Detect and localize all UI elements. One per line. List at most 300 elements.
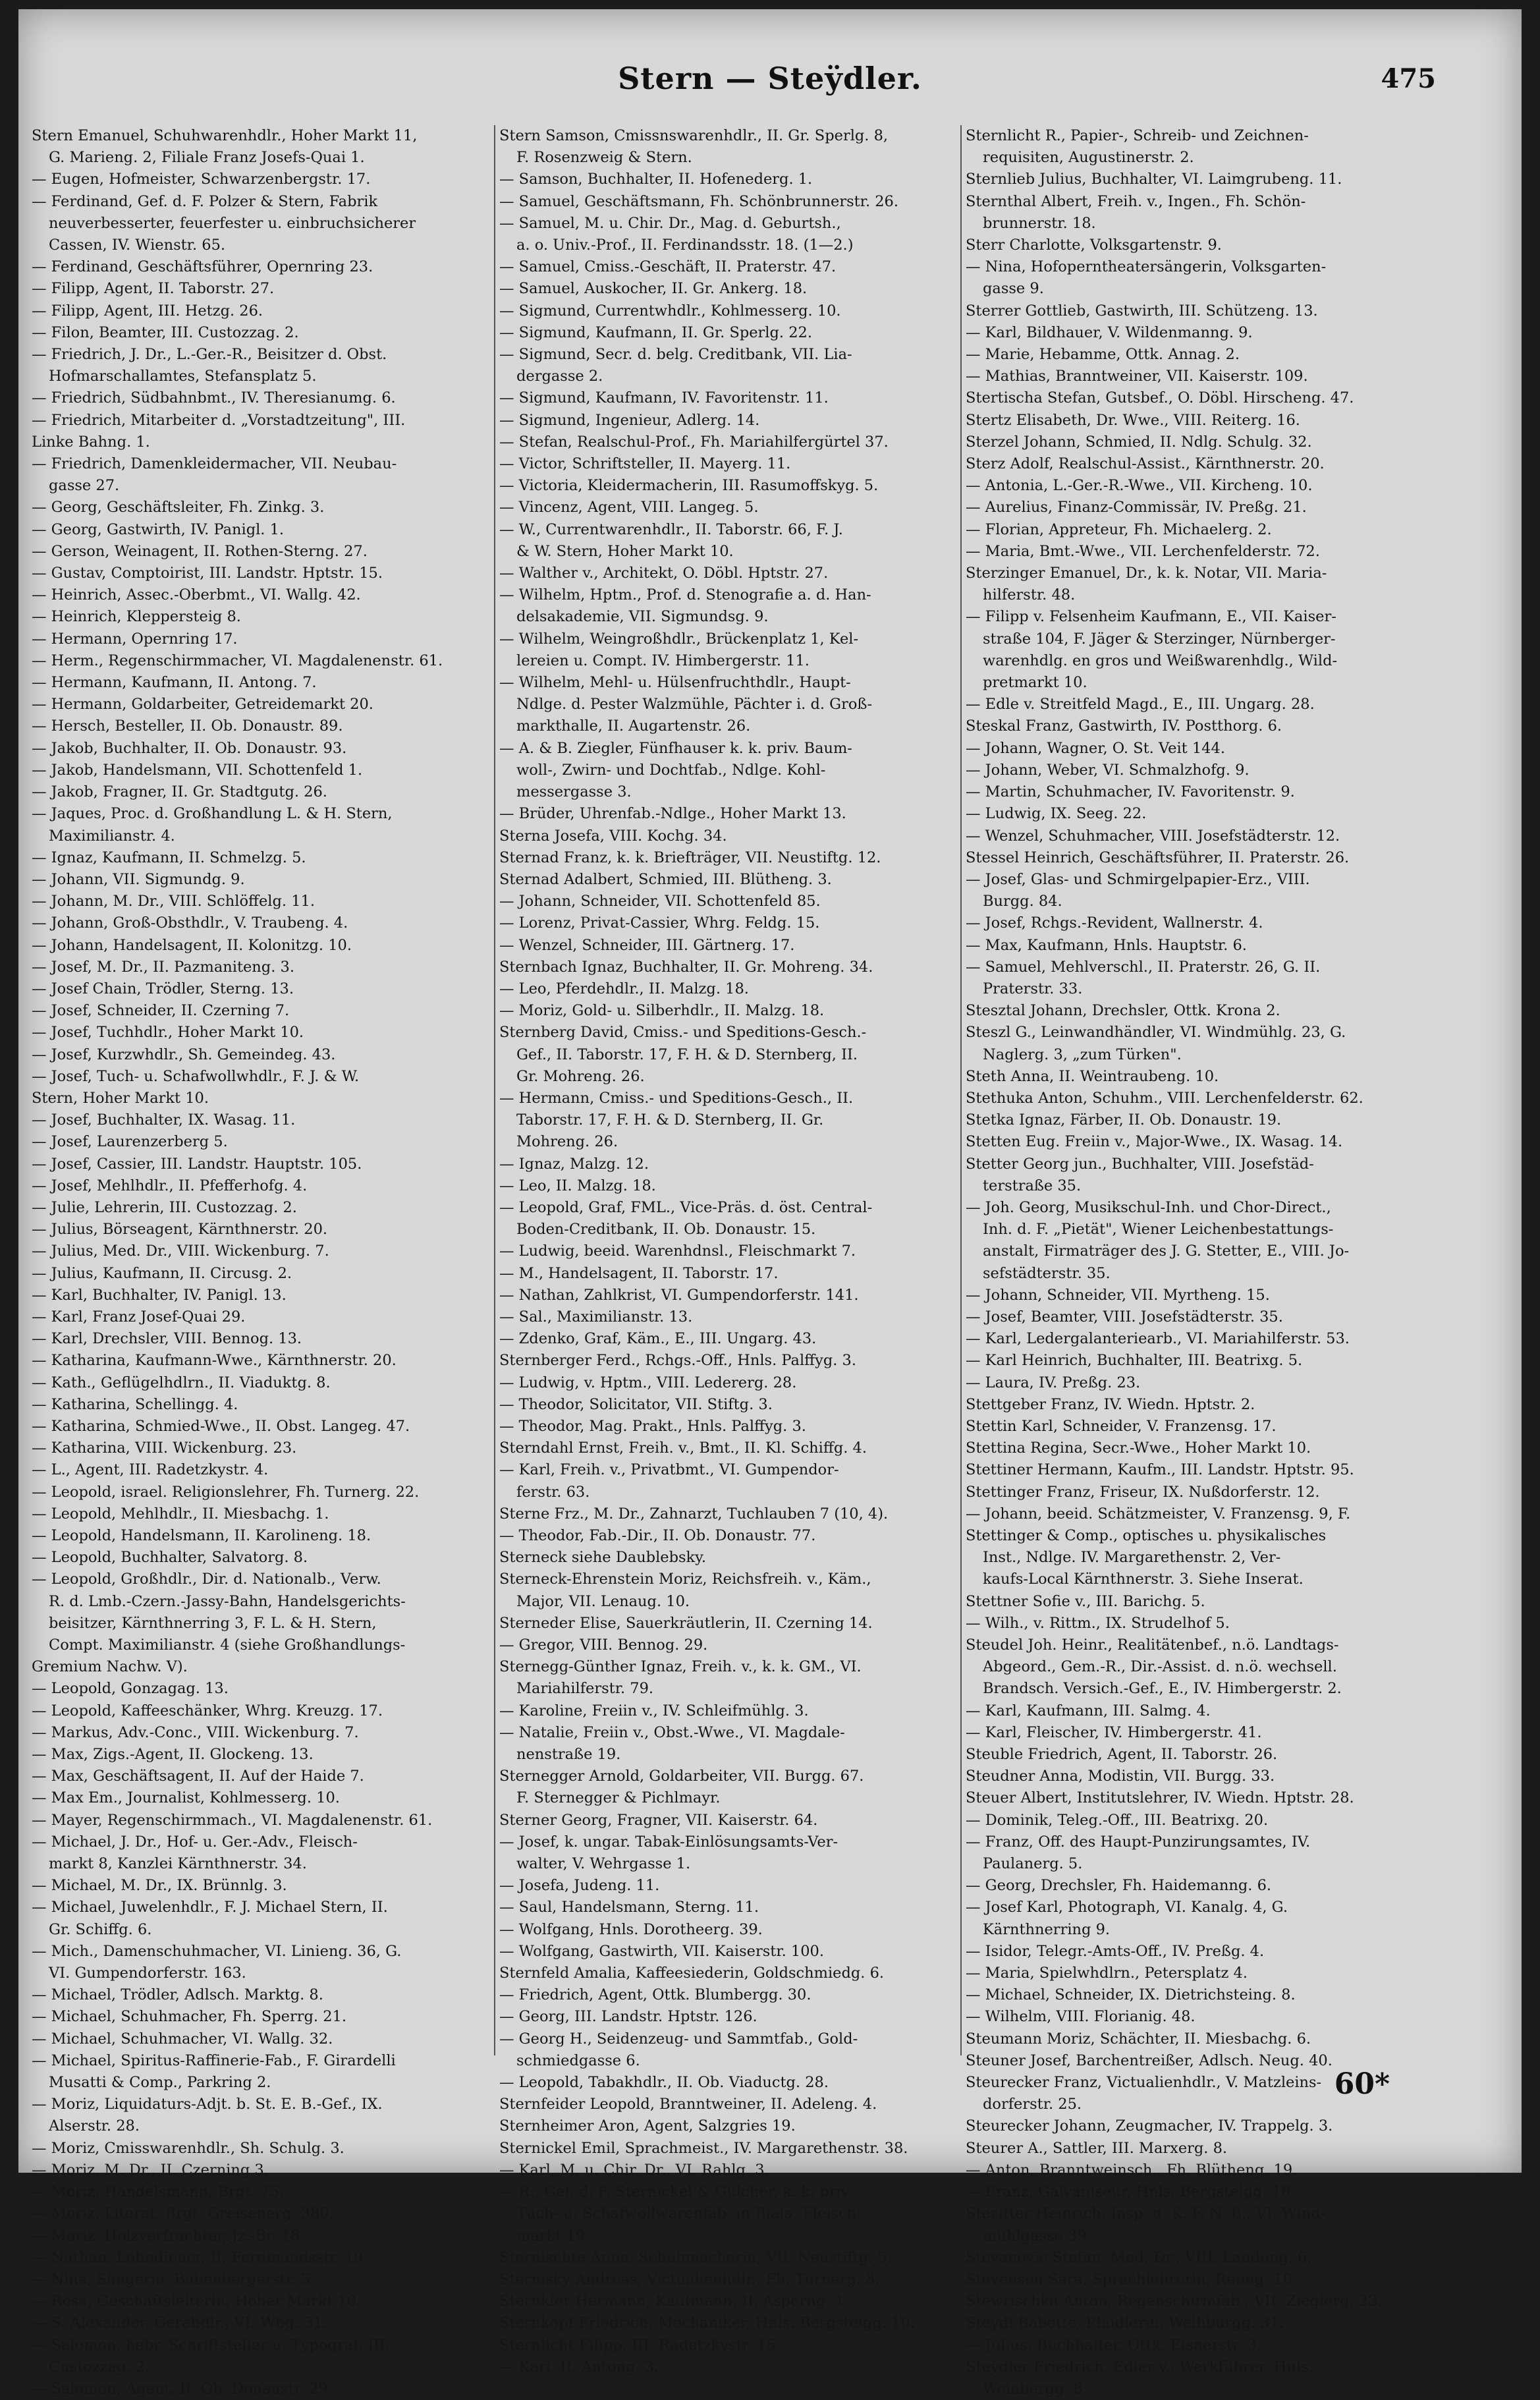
directory-entry: — Saul, Handelsmann, Sterng. 11. bbox=[499, 1899, 759, 1916]
directory-entry: — Martin, Schuhmacher, IV. Favoritenstr. 9. bbox=[966, 783, 1295, 801]
directory-entry: — Heinrich, Kleppersteig 8. bbox=[32, 608, 241, 626]
directory-entry: ferstr. 63. bbox=[516, 1483, 590, 1501]
directory-entry: — Leopold, Gonzagag. 13. bbox=[32, 1680, 229, 1698]
directory-entry: — Franz, Off. des Haupt-Punzirungsamtes, IV. bbox=[966, 1833, 1311, 1851]
directory-entry: Sternickel Emil, Sprachmeist., IV. Margarethenstr. 38. bbox=[499, 2139, 908, 2157]
directory-entry: — Franz, Galvaniseur, Hnls. Bergsteigg. 18. bbox=[966, 2183, 1296, 2201]
directory-entry: — Sigmund, Kaufmann, II. Gr. Sperlg. 22. bbox=[499, 323, 812, 341]
directory-entry: — Sal., Maximilianstr. 13. bbox=[499, 1308, 693, 1326]
directory-entry: requisiten, Augustinerstr. 2. bbox=[983, 149, 1194, 167]
directory-entry: — Lorenz, Privat-Cassier, Whrg. Feldg. 15. bbox=[499, 914, 820, 932]
directory-entry: — Max, Zigs.-Agent, II. Glockeng. 13. bbox=[32, 1746, 314, 1764]
directory-entry: — Karl, Kaufmann, III. Salmg. 4. bbox=[966, 1702, 1211, 1719]
directory-entry: — Max, Kaufmann, Hnls. Hauptstr. 6. bbox=[966, 936, 1247, 954]
directory-entry: G. Marieng. 2, Filiale Franz Josefs-Quai 1. bbox=[49, 149, 365, 167]
directory-entry: lereien u. Compt. IV. Himbergerstr. 11. bbox=[516, 652, 810, 669]
directory-entry: — Sigmund, Ingenieur, Adlerg. 14. bbox=[499, 411, 760, 429]
column-divider bbox=[960, 125, 962, 2055]
directory-entry: Burgg. 84. bbox=[983, 893, 1062, 910]
directory-entry: Cassen, IV. Wienstr. 65. bbox=[49, 237, 226, 254]
directory-entry: — Wolfgang, Gastwirth, VII. Kaiserstr. 100. bbox=[499, 1942, 825, 1960]
directory-entry: — Josef, Tuchhdlr., Hoher Markt 10. bbox=[32, 1024, 304, 1042]
directory-entry: — Wilh., v. Rittm., IX. Strudelhof 5. bbox=[966, 1614, 1230, 1632]
directory-entry: — Josef, Schneider, II. Czerning 7. bbox=[32, 1002, 290, 1020]
directory-entry: — Karl, Drechsler, VIII. Bennog. 13. bbox=[32, 1330, 302, 1348]
directory-entry: — Johann, Schneider, VII. Schottenfeld 85. bbox=[499, 893, 821, 910]
directory-entry: Sterrer Gottlieb, Gastwirth, III. Schützeng. 13. bbox=[966, 302, 1318, 320]
directory-entry: — Hermann, Cmiss.- und Speditions-Gesch., II. bbox=[499, 1089, 854, 1107]
directory-entry: — Nina, Hofoperntheatersängerin, Volksgarten- bbox=[966, 258, 1327, 276]
directory-entry: — Karl, II. Antong. 3. bbox=[499, 2358, 659, 2376]
directory-entry: — Michael, Spiritus-Raffinerie-Fab., F. Girardelli bbox=[32, 2051, 396, 2069]
directory-entry: — Jakob, Fragner, II. Gr. Stadtgutg. 26. bbox=[32, 783, 327, 801]
directory-entry: — Mich., Damenschuhmacher, VI. Linieng. 36, G. bbox=[32, 1942, 402, 1960]
directory-entry: Boden-Creditbank, II. Ob. Donaustr. 15. bbox=[516, 1221, 816, 1239]
directory-entry: — Josef, Tuch- u. Schafwollwhdlr., F. J. & W. bbox=[32, 1067, 360, 1085]
directory-entry: Stettin Karl, Schneider, V. Franzensg. 17. bbox=[966, 1417, 1277, 1435]
directory-entry: — Katharina, Schellingg. 4. bbox=[32, 1395, 238, 1413]
directory-entry: Stetten Eug. Freiin v., Major-Wwe., IX. Wasag. 14. bbox=[966, 1133, 1343, 1151]
directory-entry: neuverbesserter, feuerfester u. einbruchsicherer bbox=[49, 214, 416, 232]
directory-entry: — Josef, k. ungar. Tabak-Einlösungsamts-Ver- bbox=[499, 1833, 839, 1851]
directory-entry: Steudel Joh. Heinr., Realitätenbef., n.ö. Landtags- bbox=[966, 1636, 1339, 1654]
directory-entry: — Salomon, Agent, II. Ob. Donaustr. 29. bbox=[32, 2380, 333, 2397]
directory-entry: — Katharina, VIII. Wickenburg. 23. bbox=[32, 1439, 297, 1457]
directory-entry: — Florian, Appreteur, Fh. Michaelerg. 2. bbox=[966, 520, 1272, 538]
directory-entry: — Johann, VII. Sigmundg. 9. bbox=[32, 870, 245, 888]
directory-entry: beisitzer, Kärnthnerring 3, F. L. & H. Stern, bbox=[49, 1614, 377, 1632]
directory-entry: — Heinrich, Assec.-Oberbmt., VI. Wallg. 42. bbox=[32, 586, 361, 604]
directory-entry: — Brüder, Uhrenfab.-Ndlge., Hoher Markt 13. bbox=[499, 805, 846, 823]
directory-page bbox=[18, 9, 1522, 2397]
directory-entry: — Wenzel, Schneider, III. Gärtnerg. 17. bbox=[499, 936, 795, 954]
directory-entry: — Salomon, hebr. Schriftsteller u. Typograf, III. bbox=[32, 2336, 390, 2354]
directory-entry: — Antonia, L.-Ger.-R.-Wwe., VII. Kircheng. 10. bbox=[966, 477, 1313, 495]
directory-entry: — Filipp, Agent, II. Taborstr. 27. bbox=[32, 280, 275, 298]
directory-entry: — Hersch, Besteller, II. Ob. Donaustr. 89. bbox=[32, 717, 343, 735]
directory-entry: — Friedrich, Südbahnbmt., IV. Theresianumg. 6. bbox=[32, 389, 396, 407]
directory-entry: warenhdlg. en gros und Weißwarenhdlg., Wild- bbox=[983, 652, 1338, 669]
directory-entry: — Samuel, M. u. Chir. Dr., Mag. d. Geburtsh., bbox=[499, 214, 841, 232]
directory-entry: — Ignaz, Kaufmann, II. Schmelzg. 5. bbox=[32, 849, 306, 866]
directory-entry: — Sigmund, Currentwhdlr., Kohlmesserg. 10. bbox=[499, 302, 841, 320]
directory-entry: — Johann, Schneider, VII. Myrtheng. 15. bbox=[966, 1286, 1270, 1304]
directory-entry: Weinbergg. 8. bbox=[983, 2380, 1088, 2397]
directory-entry: Steskal Franz, Gastwirth, IV. Postthorg. 6. bbox=[966, 717, 1282, 735]
directory-entry: Stern, Hoher Markt 10. bbox=[32, 1089, 209, 1107]
directory-entry: — Josef, Glas- und Schmirgelpapier-Erz., VIII. bbox=[966, 870, 1310, 888]
directory-entry: Steurecker Johann, Zeugmacher, IV. Trappelg. 3. bbox=[966, 2117, 1333, 2135]
directory-entry: — Wenzel, Schuhmacher, VIII. Josefstädterstr. 12. bbox=[966, 827, 1340, 845]
directory-entry: Sternad Adalbert, Schmied, III. Blütheng. 3. bbox=[499, 870, 832, 888]
directory-entry: — Michael, Schuhmacher, Fh. Sperrg. 21. bbox=[32, 2008, 346, 2026]
directory-entry: Musatti & Comp., Parkring 2. bbox=[49, 2074, 271, 2092]
directory-entry: — Julius, Börseagent, Kärnthnerstr. 20. bbox=[32, 1221, 328, 1239]
directory-entry: — Samson, Buchhalter, II. Hofenederg. 1. bbox=[499, 171, 813, 188]
directory-entry: — Sigmund, Kaufmann, IV. Favoritenstr. 11. bbox=[499, 389, 829, 407]
directory-entry: Alserstr. 28. bbox=[49, 2117, 140, 2135]
directory-entry: Sternberg David, Cmiss.- und Speditions-Gesch.- bbox=[499, 1024, 867, 1042]
directory-entry: Tuch- u. Schafwollwarenfab. in Biala, Fleisch- bbox=[516, 2205, 862, 2223]
directory-entry: — Johann, beeid. Schätzmeister, V. Franzensg. 9, F. bbox=[966, 1505, 1351, 1522]
directory-entry: Mariahilferstr. 79. bbox=[516, 1680, 654, 1698]
directory-entry: Sternlicht Filipp, III. Radetzkystr. 15. bbox=[499, 2336, 781, 2354]
directory-entry: Sternthal Albert, Freih. v., Ingen., Fh. Schön- bbox=[966, 192, 1306, 210]
directory-entry: — Julius, Buchhalter, Ottk. Eisnerstr. 3. bbox=[966, 2336, 1261, 2354]
directory-entry: — Mathias, Branntweiner, VII. Kaiserstr. 109. bbox=[966, 368, 1308, 385]
directory-entry: Sterzinger Emanuel, Dr., k. k. Notar, VII. Maria- bbox=[966, 565, 1327, 582]
directory-entry: — Hermann, Goldarbeiter, Getreidemarkt 20. bbox=[32, 696, 373, 713]
directory-entry: Sternegger Arnold, Goldarbeiter, VII. Burgg. 67. bbox=[499, 1768, 864, 1785]
directory-entry: — Natalie, Freiin v., Obst.-Wwe., VI. Magdale- bbox=[499, 1723, 845, 1741]
directory-entry: terstraße 35. bbox=[983, 1177, 1082, 1194]
directory-entry: — Josef, Kurzwhdlr., Sh. Gemeindeg. 43. bbox=[32, 1046, 336, 1063]
directory-entry: Stern Emanuel, Schuhwarenhdlr., Hoher Markt 11, bbox=[32, 127, 418, 144]
directory-entry: — Josef, Laurenzerberg 5. bbox=[32, 1133, 228, 1151]
directory-entry: — Georg, III. Landstr. Hptstr. 126. bbox=[499, 2008, 757, 2026]
directory-entry: VI. Gumpendorferstr. 163. bbox=[49, 1965, 246, 1982]
directory-entry: — W., Currentwarenhdlr., II. Taborstr. 66, F. J. bbox=[499, 520, 843, 538]
directory-entry: Sterndahl Ernst, Freih. v., Bmt., II. Kl. Schiffg. 4. bbox=[499, 1439, 867, 1457]
directory-entry: Steÿdler Friedrich, Edler v., Werkführer, Hnls. bbox=[966, 2358, 1313, 2376]
directory-entry: Sternisky Andreas, Victualienhdlr., Fh. Turnerg. 8. bbox=[499, 2270, 880, 2288]
directory-entry: — Wolfgang, Hnls. Dorotheerg. 39. bbox=[499, 1920, 763, 1938]
directory-entry: — Theodor, Fab.-Dir., II. Ob. Donaustr. 77. bbox=[499, 1527, 816, 1544]
directory-entry: hilferstr. 48. bbox=[983, 586, 1076, 604]
directory-entry: Sterr Charlotte, Volksgartenstr. 9. bbox=[966, 237, 1222, 254]
directory-entry: — Leo, Pferdehdlr., II. Malzg. 18. bbox=[499, 980, 749, 997]
directory-entry: a. o. Univ.-Prof., II. Ferdinandsstr. 18. (1—2.) bbox=[516, 237, 854, 254]
directory-entry: — Walther v., Architekt, O. Döbl. Hptstr. 27. bbox=[499, 565, 829, 582]
running-title: Stern — Steÿdler. bbox=[618, 61, 922, 96]
directory-entry: — Leopold, Mehlhdlr., II. Miesbachg. 1. bbox=[32, 1505, 329, 1522]
directory-entry: — Isidor, Telegr.-Amts-Off., IV. Preßg. 4. bbox=[966, 1942, 1265, 1960]
directory-entry: Custozzag. 2. bbox=[49, 2358, 150, 2376]
directory-entry: delsakademie, VII. Sigmundsg. 9. bbox=[516, 608, 769, 626]
directory-entry: Sterneder Elise, Sauerkräutlerin, II. Czerning 14. bbox=[499, 1614, 873, 1632]
column-left bbox=[32, 125, 486, 2397]
page-number: 475 bbox=[1381, 63, 1436, 94]
directory-entry: Stettina Regina, Secr.-Wwe., Hoher Markt 10. bbox=[966, 1439, 1311, 1457]
directory-entry: & W. Stern, Hoher Markt 10. bbox=[516, 542, 734, 560]
directory-entry: — Laura, IV. Preßg. 23. bbox=[966, 1374, 1141, 1391]
directory-entry: — Nathan, Zahlkrist, VI. Gumpendorferstr. 141. bbox=[499, 1286, 859, 1304]
directory-entry: — Josefa, Judeng. 11. bbox=[499, 1877, 660, 1895]
directory-entry: — Nathan, Lohndiener, II. Ferdinandsstr. 19. bbox=[32, 2248, 368, 2266]
directory-entry: — Stefan, Realschul-Prof., Fh. Mariahilfergürtel 37. bbox=[499, 433, 889, 451]
directory-entry: — Leopold, Graf, FML., Vice-Präs. d. öst. Central- bbox=[499, 1198, 873, 1216]
directory-entry: brunnerstr. 18. bbox=[983, 214, 1096, 232]
directory-entry: — Johann, Wagner, O. St. Veit 144. bbox=[966, 739, 1225, 757]
directory-entry: Naglerg. 3, „zum Türken". bbox=[983, 1046, 1182, 1063]
directory-entry: Sterneck siehe Daublebsky. bbox=[499, 1549, 707, 1567]
directory-entry: Steuble Friedrich, Agent, II. Taborstr. 26. bbox=[966, 1746, 1278, 1764]
column-divider bbox=[494, 125, 495, 2055]
directory-entry: Sternkopf Friedrich, Mechaniker, Hnls. Bergsteigg. 10. bbox=[499, 2314, 915, 2332]
directory-entry: — Michael, Trödler, Adlsch. Marktg. 8. bbox=[32, 1986, 323, 2004]
directory-entry: Stezitter Heinrich, Insp. d. K. F. N. B., VI. Wind- bbox=[966, 2205, 1326, 2223]
directory-entry: Maximilianstr. 4. bbox=[49, 827, 175, 845]
directory-entry: — Michael, Juwelenhdlr., F. J. Michael Stern, II. bbox=[32, 1899, 388, 1916]
directory-entry: Steurer A., Sattler, III. Marxerg. 8. bbox=[966, 2139, 1228, 2157]
directory-entry: Sterna Josefa, VIII. Kochg. 34. bbox=[499, 827, 727, 845]
directory-entry: Praterstr. 33. bbox=[983, 980, 1083, 997]
directory-entry: — Johann, M. Dr., VIII. Schlöffelg. 11. bbox=[32, 893, 315, 910]
directory-entry: Stesztal Johann, Drechsler, Ottk. Krona 2. bbox=[966, 1002, 1280, 1020]
page-header bbox=[18, 61, 1522, 113]
directory-entry: — Samuel, Mehlverschl., II. Praterstr. 26, G. II. bbox=[966, 958, 1321, 976]
directory-entry: — Kath., Geflügelhdlrn., II. Viaduktg. 8. bbox=[32, 1374, 331, 1391]
directory-entry: Sterzel Johann, Schmied, II. Ndlg. Schulg. 32. bbox=[966, 433, 1312, 451]
directory-entry: — Dominik, Teleg.-Off., III. Beatrixg. 20. bbox=[966, 1811, 1269, 1829]
directory-entry: Steudner Anna, Modistin, VII. Burgg. 33. bbox=[966, 1768, 1275, 1785]
directory-entry: Stertischa Stefan, Gutsbef., O. Döbl. Hirscheng. 47. bbox=[966, 389, 1354, 407]
directory-entry: — Eugen, Hofmeister, Schwarzenbergstr. 17. bbox=[32, 171, 371, 188]
directory-entry: Sterner Georg, Fragner, VII. Kaiserstr. 64. bbox=[499, 1811, 818, 1829]
directory-entry: — Georg, Gastwirth, IV. Panigl. 1. bbox=[32, 520, 285, 538]
directory-entry: Sternbach Ignaz, Buchhalter, II. Gr. Mohreng. 34. bbox=[499, 958, 873, 976]
directory-entry: — Leopold, Kaffeeschänker, Whrg. Kreuzg. 17. bbox=[32, 1702, 383, 1719]
directory-entry: Stettner Sofie v., III. Barichg. 5. bbox=[966, 1592, 1205, 1610]
directory-entry: straße 104, F. Jäger & Sterzinger, Nürnberger- bbox=[983, 630, 1336, 648]
directory-entry: — Josef, Buchhalter, IX. Wasag. 11. bbox=[32, 1111, 296, 1129]
directory-entry: Sterz Adolf, Realschul-Assist., Kärnthnerstr. 20. bbox=[966, 455, 1325, 473]
directory-entry: — Leo, II. Malzg. 18. bbox=[499, 1177, 656, 1194]
directory-entry: — Josef, Mehlhdlr., II. Pfefferhofg. 4. bbox=[32, 1177, 308, 1194]
directory-entry: Steszl G., Leinwandhändler, VI. Windmühlg. 23, G. bbox=[966, 1024, 1346, 1042]
directory-entry: — Zdenko, Graf, Käm., E., III. Ungarg. 43. bbox=[499, 1330, 817, 1348]
directory-entry: Steth Anna, II. Weintraubeng. 10. bbox=[966, 1067, 1219, 1085]
directory-entry: — Karoline, Freiin v., IV. Schleifmühlg. 3. bbox=[499, 1702, 809, 1719]
directory-entry: Gr. Mohreng. 26. bbox=[516, 1067, 645, 1085]
directory-entry: — Victor, Schriftsteller, II. Mayerg. 11. bbox=[499, 455, 791, 473]
directory-entry: — Katharina, Schmied-Wwe., II. Obst. Langeg. 47. bbox=[32, 1417, 410, 1435]
directory-entry: markt 8, Kanzlei Kärnthnerstr. 34. bbox=[49, 1855, 307, 1873]
directory-entry: Taborstr. 17, F. H. & D. Sternberg, II. Gr. bbox=[516, 1111, 824, 1129]
directory-entry: — Moriz, Gold- u. Silberhdlr., II. Malzg. 18. bbox=[499, 1002, 825, 1020]
directory-entry: Sternad Franz, k. k. Briefträger, VII. Neustiftg. 12. bbox=[499, 849, 881, 866]
directory-entry: Steydl Babette, Pfaidlerin, Weihburgg. 31. bbox=[966, 2314, 1284, 2332]
directory-entry: — Josef, Rchgs.-Revident, Wallnerstr. 4. bbox=[966, 914, 1263, 932]
directory-entry: — Karl, Fleischer, IV. Himbergerstr. 41. bbox=[966, 1723, 1262, 1741]
directory-entry: messergasse 3. bbox=[516, 783, 632, 801]
directory-entry: — Josef Karl, Photograph, VI. Kanalg. 4, G. bbox=[966, 1899, 1288, 1916]
directory-entry: dorferstr. 25. bbox=[983, 2096, 1082, 2113]
directory-entry: Stertz Elisabeth, Dr. Wwe., VIII. Reiterg. 16. bbox=[966, 411, 1300, 429]
directory-entry: — Edle v. Streitfeld Magd., E., III. Ungarg. 28. bbox=[966, 696, 1315, 713]
directory-entry: — Ferdinand, Gef. d. F. Polzer & Stern, Fabrik bbox=[32, 192, 378, 210]
directory-entry: nenstraße 19. bbox=[516, 1746, 621, 1764]
directory-entry: Kärnthnerring 9. bbox=[983, 1920, 1111, 1938]
directory-entry: Gremium Nachw. V). bbox=[32, 1658, 188, 1676]
directory-entry: — Mayer, Regenschirmmach., VI. Magdalenenstr. 61. bbox=[32, 1811, 433, 1829]
directory-entry: — Georg, Drechsler, Fh. Haidemanng. 6. bbox=[966, 1877, 1272, 1895]
directory-entry: — Karl, Bildhauer, V. Wildenmanng. 9. bbox=[966, 323, 1253, 341]
directory-entry: — Wilhelm, Hptm., Prof. d. Stenografie a. d. Han- bbox=[499, 586, 871, 604]
directory-entry: — Anton, Branntweinsch., Fh. Blütheng. 19. bbox=[966, 2161, 1298, 2179]
directory-entry: pretmarkt 10. bbox=[983, 674, 1087, 692]
directory-entry: Sternischte Anna, Schuhmacherin, VII. Neustiftg. 5. bbox=[499, 2248, 892, 2266]
directory-entry: — Gregor, VIII. Bennog. 29. bbox=[499, 1636, 708, 1654]
directory-entry: — Leopold, israel. Religionslehrer, Fh. Turnerg. 22. bbox=[32, 1483, 420, 1501]
directory-entry: Compt. Maximilianstr. 4 (siehe Großhandlungs- bbox=[49, 1636, 406, 1654]
directory-entry: — Moriz, Holzverfrachter, Jz.-Br. 18. bbox=[32, 2227, 305, 2245]
directory-entry: — Jakob, Handelsmann, VII. Schottenfeld 1. bbox=[32, 761, 363, 779]
directory-entry: — Sigmund, Secr. d. belg. Creditbank, VII. Lia- bbox=[499, 346, 852, 364]
directory-entry: Inh. d. F. „Pietät", Wiener Leichenbestattungs- bbox=[983, 1221, 1334, 1239]
directory-entry: — Joh. Georg, Musikschul-Inh. und Chor-Direct., bbox=[966, 1198, 1331, 1216]
directory-entry: Abgeord., Gem.-R., Dir.-Assist. d. n.ö. wechsell. bbox=[983, 1658, 1337, 1676]
directory-entry: Stethuka Anton, Schuhm., VIII. Lerchenfelderstr. 62. bbox=[966, 1089, 1363, 1107]
directory-entry: markt 19. bbox=[516, 2227, 590, 2245]
directory-entry: Stessel Heinrich, Geschäftsführer, II. Praterstr. 26. bbox=[966, 849, 1350, 866]
directory-entry: — Gustav, Comptoirist, III. Landstr. Hptstr. 15. bbox=[32, 565, 383, 582]
directory-entry: walter, V. Wehrgasse 1. bbox=[516, 1855, 691, 1873]
directory-entry: — Ludwig, v. Hptm., VIII. Ledererg. 28. bbox=[499, 1374, 797, 1391]
directory-entry: Sternegg-Günther Ignaz, Freih. v., k. k. GM., VI. bbox=[499, 1658, 862, 1676]
directory-entry: Stewrischka Anton, Regenschirmfab., VII. Zieglerg. 23. bbox=[966, 2293, 1383, 2310]
directory-entry: — Leopold, Großhdlr., Dir. d. Nationalb., Verw. bbox=[32, 1571, 381, 1588]
directory-entry: — Johann, Handelsagent, II. Kolonitzg. 10. bbox=[32, 936, 352, 954]
directory-entry: — A. & B. Ziegler, Fünfhauser k. k. priv. Baum- bbox=[499, 739, 852, 757]
directory-entry: Hofmarschallamtes, Stefansplatz 5. bbox=[49, 368, 317, 385]
directory-entry: — Karl, Franz Josef-Quai 29. bbox=[32, 1308, 246, 1326]
directory-entry: — Ferdinand, Geschäftsführer, Opernring 23. bbox=[32, 258, 373, 276]
directory-entry: — Jaques, Proc. d. Großhandlung L. & H. Stern, bbox=[32, 805, 393, 823]
directory-entry: Sternlieb Julius, Buchhalter, VI. Laimgrubeng. 11. bbox=[966, 171, 1342, 188]
directory-entry: — Max, Geschäftsagent, II. Auf der Haide 7. bbox=[32, 1768, 364, 1785]
directory-entry: — Johann, Groß-Obsthdlr., V. Traubeng. 4. bbox=[32, 914, 348, 932]
directory-entry: — Karl, Freih. v., Privatbmt., VI. Gumpendor- bbox=[499, 1461, 839, 1479]
directory-entry: — Michael, M. Dr., IX. Brünnlg. 3. bbox=[32, 1877, 287, 1895]
directory-entry: markthalle, II. Augartenstr. 26. bbox=[516, 717, 751, 735]
directory-entry: Mohreng. 26. bbox=[516, 1133, 619, 1151]
directory-entry: schmiedgasse 6. bbox=[516, 2051, 640, 2069]
directory-entry: Stevenson Sara, Sprachlehrerin, Renng. 10. bbox=[966, 2270, 1297, 2288]
directory-entry: — Maria, Spielwhdlrn., Petersplatz 4. bbox=[966, 1965, 1248, 1982]
directory-entry: Sterne Frz., M. Dr., Zahnarzt, Tuchlauben 7 (10, 4). bbox=[499, 1505, 889, 1522]
directory-entry: Steurecker Franz, Victualienhdlr., V. Matzleins- bbox=[966, 2074, 1322, 2092]
directory-entry: — Victoria, Kleidermacherin, III. Rasumoffskyg. 5. bbox=[499, 477, 879, 495]
directory-entry: Major, VII. Lenaug. 10. bbox=[516, 1592, 690, 1610]
directory-entry: Linke Bahng. 1. bbox=[32, 433, 150, 451]
directory-entry: Gr. Schiffg. 6. bbox=[49, 1920, 152, 1938]
directory-entry: — Friedrich, Damenkleidermacher, VII. Neubau- bbox=[32, 455, 397, 473]
directory-entry: mühlgasse 39. bbox=[983, 2227, 1091, 2245]
directory-entry: — Josef Chain, Trödler, Sterng. 13. bbox=[32, 980, 294, 997]
directory-entry: — Ludwig, beeid. Warenhdnsl., Fleischmarkt 7. bbox=[499, 1242, 856, 1260]
directory-entry: Steumann Moriz, Schächter, II. Miesbachg. 6. bbox=[966, 2030, 1311, 2048]
directory-entry: — Moriz, Literat, Brgt. Greisenerg. 380. bbox=[32, 2205, 334, 2223]
directory-entry: Stettiner Hermann, Kaufm., III. Landstr. Hptstr. 95. bbox=[966, 1461, 1354, 1479]
directory-entry: — Wilhelm, Weingroßhdlr., Brückenplatz 1, Kel- bbox=[499, 630, 859, 648]
directory-entry: — Gerson, Weinagent, II. Rothen-Sterng. 27. bbox=[32, 542, 368, 560]
directory-entry: Inst., Ndlge. IV. Margarethenstr. 2, Ver- bbox=[983, 1549, 1281, 1567]
directory-entry: — Herm., Regenschirmmacher, VI. Magdalenenstr. 61. bbox=[32, 652, 443, 669]
directory-entry: — Jakob, Buchhalter, II. Ob. Donaustr. 93. bbox=[32, 739, 347, 757]
directory-entry: Ndlge. d. Pester Walzmühle, Pächter i. d. Groß- bbox=[516, 696, 873, 713]
directory-entry: — Markus, Adv.-Conc., VIII. Wickenburg. 7. bbox=[32, 1723, 359, 1741]
directory-entry: Stettgeber Franz, IV. Wiedn. Hptstr. 2. bbox=[966, 1395, 1255, 1413]
directory-entry: — Samuel, Auskocher, II. Gr. Ankerg. 18. bbox=[499, 280, 808, 298]
directory-entry: — Johann, Weber, VI. Schmalzhofg. 9. bbox=[966, 761, 1250, 779]
directory-entry: — Hermann, Kaufmann, II. Antong. 7. bbox=[32, 674, 317, 692]
sheet-signature: 60* bbox=[1334, 2067, 1390, 2101]
directory-entry: — Theodor, Solicitator, VII. Stiftg. 3. bbox=[499, 1395, 773, 1413]
directory-entry: — Georg H., Seidenzeug- und Sammtfab., Gold- bbox=[499, 2030, 858, 2048]
directory-entry: Sternlicht R., Papier-, Schreib- und Zeichnen- bbox=[966, 127, 1309, 144]
directory-entry: Steuner Josef, Barchentreißer, Adlsch. Neug. 40. bbox=[966, 2051, 1333, 2069]
directory-entry: F. Rosenzweig & Stern. bbox=[516, 149, 692, 167]
directory-entry: — Nina, Sängerin, Babenbergerstr. 5. bbox=[32, 2270, 316, 2288]
directory-entry: — Karl, Ledergalanteriearb., VI. Mariahilferstr. 53. bbox=[966, 1330, 1350, 1348]
directory-entry: Sterneck-Ehrenstein Moriz, Reichsfreih. v., Käm., bbox=[499, 1571, 871, 1588]
directory-entry: R. d. Lmb.-Czern.-Jassy-Bahn, Handelsgerichts- bbox=[49, 1592, 406, 1610]
directory-entry: — Ludwig, IX. Seeg. 22. bbox=[966, 805, 1147, 823]
directory-entry: Sternfeider Leopold, Branntweiner, II. Adeleng. 4. bbox=[499, 2096, 877, 2113]
directory-entry: sefstädterstr. 35. bbox=[983, 1264, 1111, 1282]
directory-entry: — Aurelius, Finanz-Commissär, IV. Preßg. 21. bbox=[966, 499, 1307, 516]
directory-entry: — Josef, Beamter, VIII. Josefstädterstr. 35. bbox=[966, 1308, 1283, 1326]
directory-entry: — Julie, Lehrerin, III. Custozzag. 2. bbox=[32, 1198, 297, 1216]
directory-entry: — Friedrich, Mitarbeiter d. „Vorstadtzeitung", III. bbox=[32, 411, 406, 429]
directory-entry: F. Sternegger & Pichlmayr. bbox=[516, 1789, 721, 1807]
directory-entry: — Rosa, Geschäftsleiterin, Hoher Markt 10. bbox=[32, 2293, 362, 2310]
directory-entry: — Michael, Schneider, IX. Dietrichsteing. 8. bbox=[966, 1986, 1296, 2004]
directory-entry: — Leopold, Handelsmann, II. Karolineng. 18. bbox=[32, 1527, 371, 1544]
directory-entry: Stevanovic Stefan, Med. Dr., VIII. Laudong. 6. bbox=[966, 2248, 1312, 2266]
directory-entry: Stettinger & Comp., optisches u. physikalisches bbox=[966, 1527, 1327, 1544]
directory-entry: anstalt, Firmaträger des J. G. Stetter, E., VIII. Jo- bbox=[983, 1242, 1350, 1260]
directory-entry: — Georg, Geschäftsleiter, Fh. Zinkg. 3. bbox=[32, 499, 325, 516]
directory-entry: — Josef, M. Dr., II. Pazmaniteng. 3. bbox=[32, 958, 294, 976]
directory-entry: gasse 9. bbox=[983, 280, 1044, 298]
directory-entry: Stetka Ignaz, Färber, II. Ob. Donaustr. 19. bbox=[966, 1111, 1282, 1129]
directory-entry: Stern Samson, Cmissnswarenhdlr., II. Gr. Sperlg. 8, bbox=[499, 127, 889, 144]
directory-entry: Sternfeld Amalia, Kaffeesiederin, Goldschmiedg. 6. bbox=[499, 1965, 885, 1982]
directory-entry: — Moriz, M. Dr., II. Czerning 3. bbox=[32, 2161, 269, 2179]
directory-entry: — Samuel, Geschäftsmann, Fh. Schönbrunnerstr. 26. bbox=[499, 192, 899, 210]
directory-entry: — Michael, J. Dr., Hof- u. Ger.-Adv., Fleisch- bbox=[32, 1833, 358, 1851]
directory-entry: — L., Agent, III. Radetzkystr. 4. bbox=[32, 1461, 269, 1479]
directory-entry: — Max Em., Journalist, Kohlmesserg. 10. bbox=[32, 1789, 340, 1807]
directory-entry: Gef., II. Taborstr. 17, F. H. & D. Sternberg, II. bbox=[516, 1046, 858, 1063]
directory-entry: — Moriz, Liquidaturs-Adjt. b. St. E. B.-Gef., IX. bbox=[32, 2096, 383, 2113]
directory-entry: — Wilhelm, VIII. Florianig. 48. bbox=[966, 2008, 1196, 2026]
directory-entry: — Friedrich, Agent, Ottk. Blumbergg. 30. bbox=[499, 1986, 811, 2004]
directory-entry: — Hermann, Opernring 17. bbox=[32, 630, 238, 648]
directory-entry: woll-, Zwirn- und Dochtfab., Ndlge. Kohl- bbox=[516, 761, 826, 779]
directory-entry: Paulanerg. 5. bbox=[983, 1855, 1083, 1873]
column-middle bbox=[499, 125, 954, 2376]
directory-entry: — Karl, Buchhalter, IV. Panigl. 13. bbox=[32, 1286, 287, 1304]
directory-entry: — Moriz, Handelsmann, Brgt. 75. bbox=[32, 2183, 285, 2201]
directory-entry: — Karl Heinrich, Buchhalter, III. Beatrixg. 5. bbox=[966, 1352, 1303, 1370]
directory-entry: — Filon, Beamter, III. Custozzag. 2. bbox=[32, 323, 299, 341]
directory-entry: — Samuel, Cmiss.-Geschäft, II. Praterstr. 47. bbox=[499, 258, 837, 276]
directory-entry: Steuer Albert, Institutslehrer, IV. Wiedn. Hptstr. 28. bbox=[966, 1789, 1354, 1807]
directory-entry: — Moriz, Cmisswarenhdlr., Sh. Schulg. 3. bbox=[32, 2139, 344, 2157]
directory-entry: dergasse 2. bbox=[516, 368, 603, 385]
directory-entry: — Katharina, Kaufmann-Wwe., Kärnthnerstr. 20. bbox=[32, 1352, 397, 1370]
directory-entry: — Filipp v. Felsenheim Kaufmann, E., VII. Kaiser- bbox=[966, 608, 1336, 626]
directory-entry: — Maria, Bmt.-Wwe., VII. Lerchenfelderstr. 72. bbox=[966, 542, 1320, 560]
directory-entry: — Filipp, Agent, III. Hetzg. 26. bbox=[32, 302, 263, 320]
directory-entry: Sternheimer Aron, Agent, Salzgries 19. bbox=[499, 2117, 796, 2135]
directory-entry: — Vincenz, Agent, VIII. Langeg. 5. bbox=[499, 499, 759, 516]
directory-entry: — R., Gef. d. F. Sternickel & Gülcher, k. k. priv. bbox=[499, 2183, 852, 2201]
directory-entry: Stetter Georg jun., Buchhalter, VIII. Josefstäd- bbox=[966, 1155, 1314, 1173]
